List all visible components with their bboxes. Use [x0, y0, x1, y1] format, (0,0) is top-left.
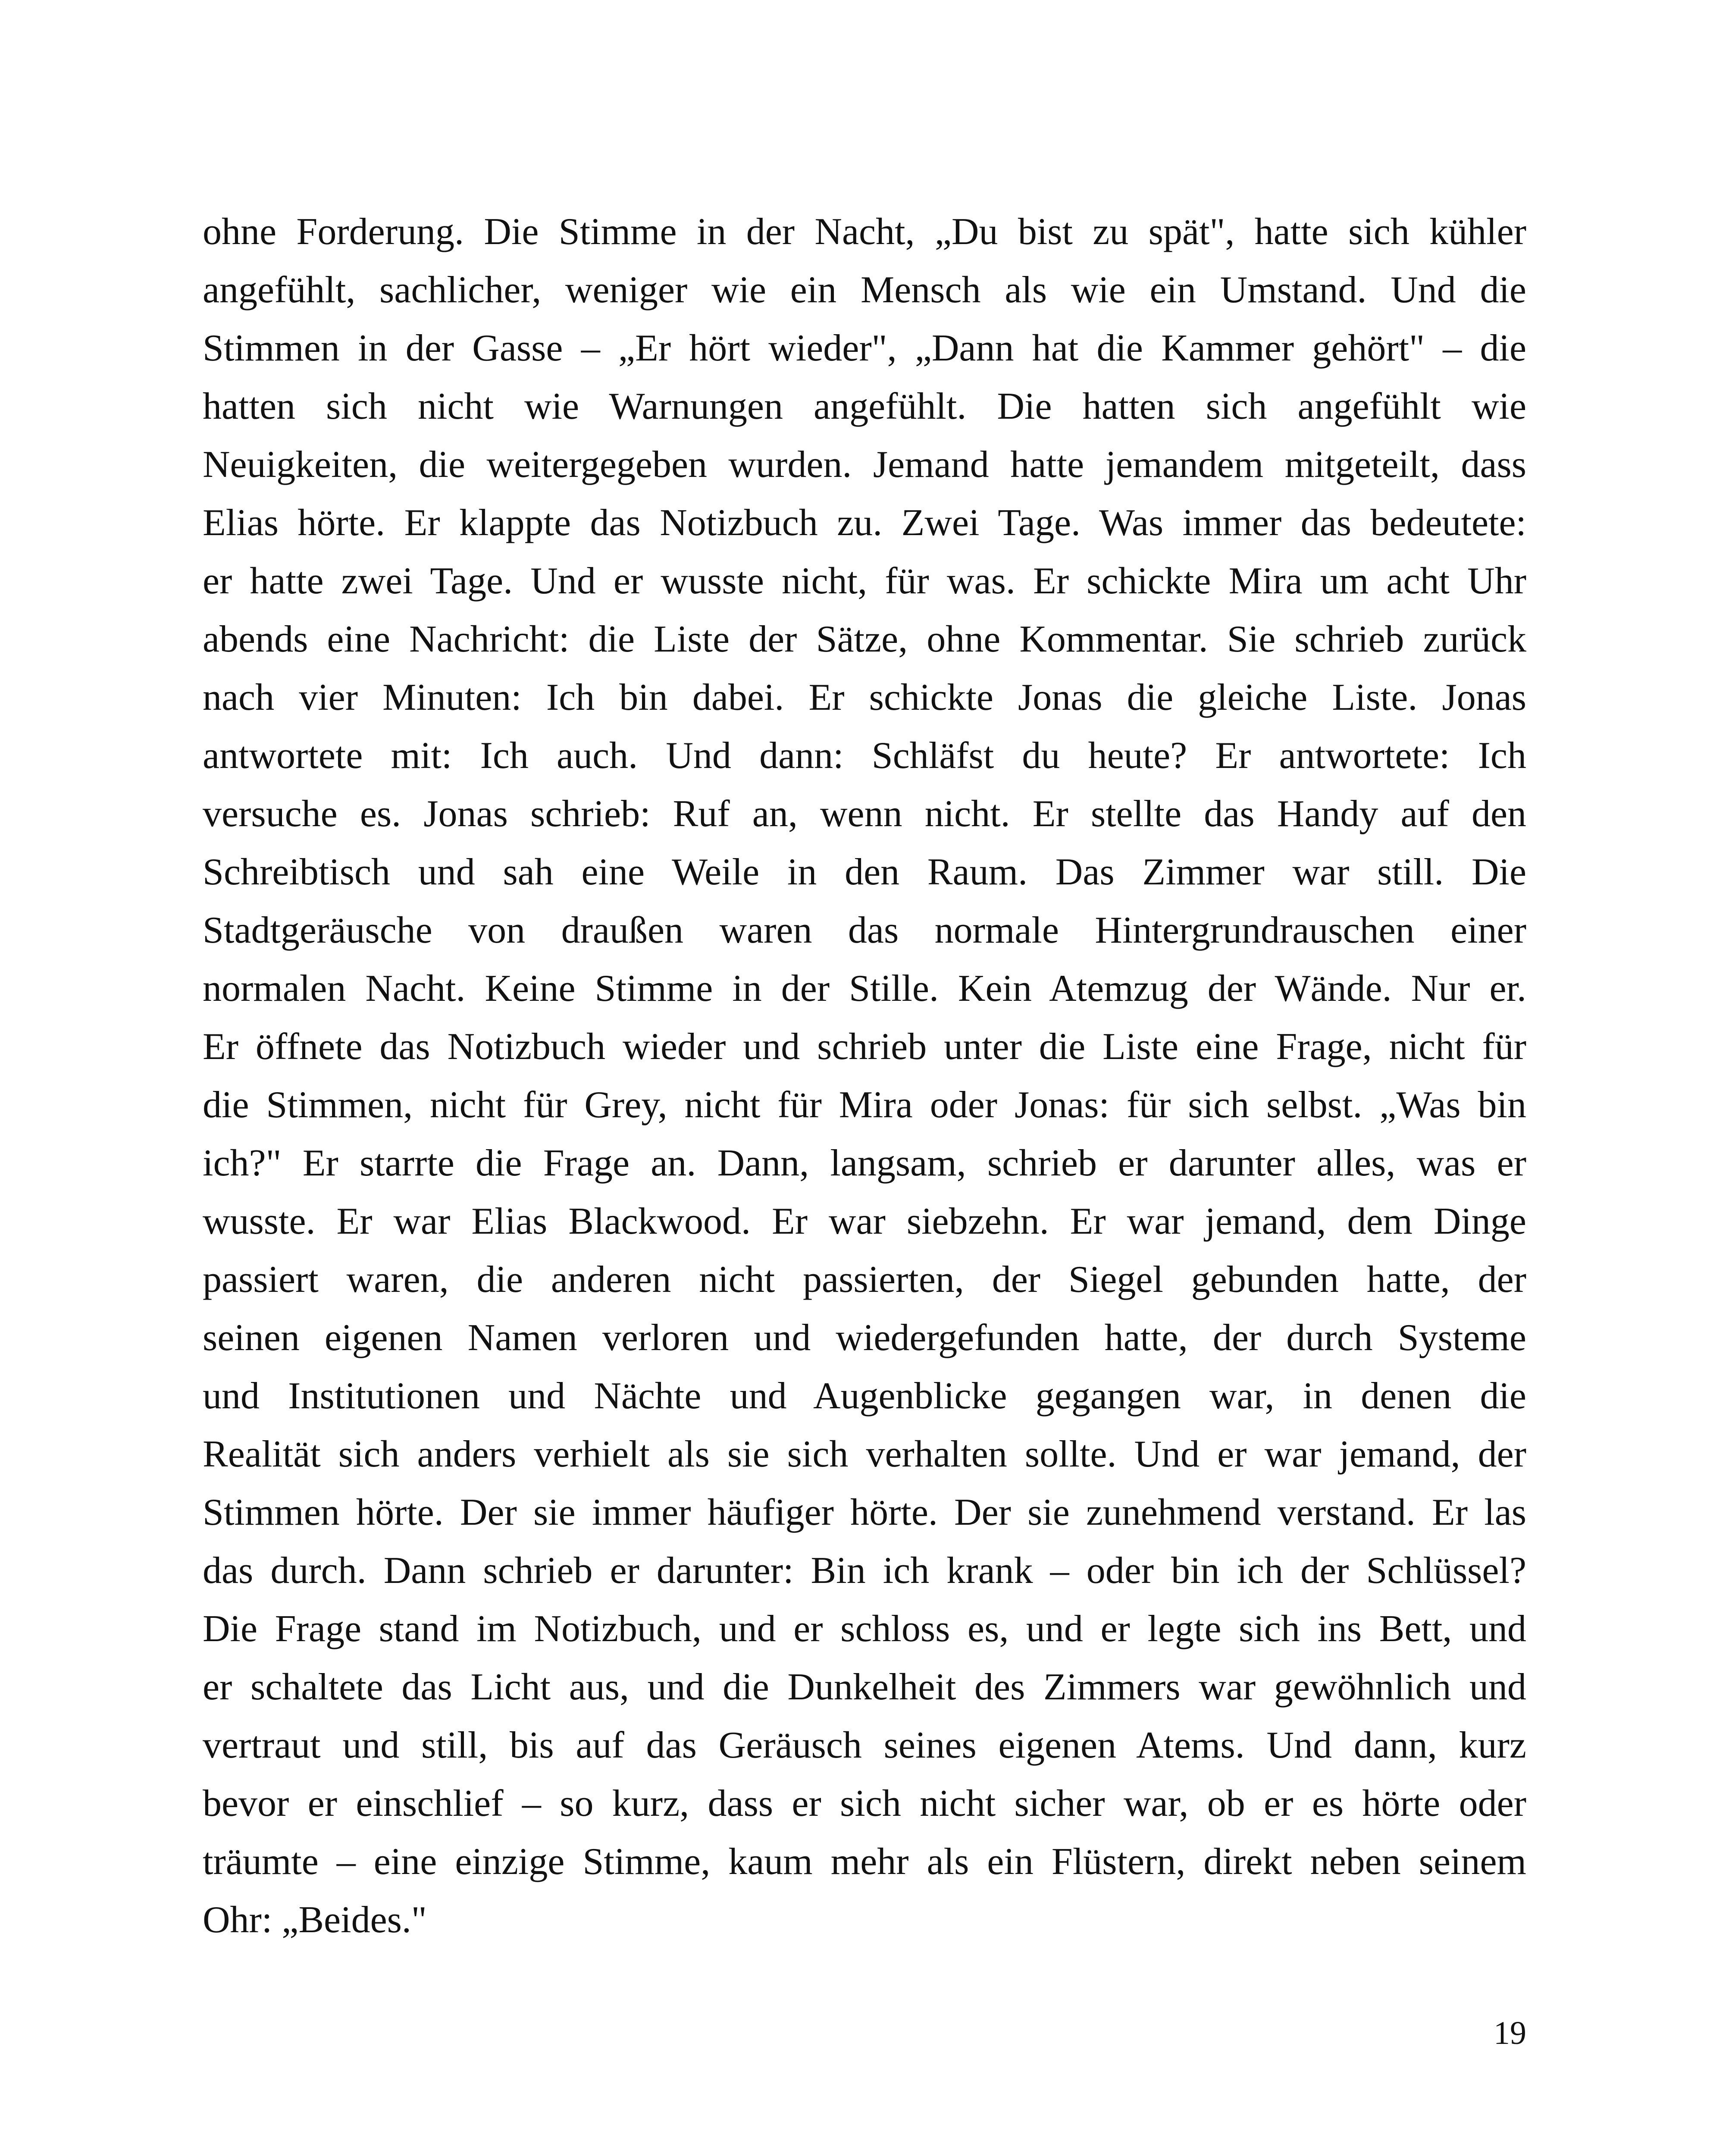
text-line: abends eine Nachricht: die Liste der Sätze, ohne Kommentar. Sie schrieb zurück: [203, 618, 1526, 660]
text-line-last: Ohr: „Beides.": [203, 1899, 427, 1941]
text-line: ich?" Er starrte die Frage an. Dann, langsam, schrieb er darunter alles, was er: [203, 1142, 1526, 1184]
text-line: Stadtgeräusche von draußen waren das normale Hintergrundrauschen einer: [203, 909, 1526, 951]
text-line: normalen Nacht. Keine Stimme in der Stille. Kein Atemzug der Wände. Nur er.: [203, 968, 1526, 1009]
text-line: Stimmen hörte. Der sie immer häufiger hörte. Der sie zunehmend verstand. Er las: [203, 1492, 1526, 1533]
text-line: Stimmen in der Gasse – „Er hört wieder", „Dann hat die Kammer gehört" – die: [203, 327, 1526, 369]
text-line: seinen eigenen Namen verloren und wiedergefunden hatte, der durch Systeme: [203, 1317, 1526, 1359]
text-line: er hatte zwei Tage. Und er wusste nicht, für was. Er schickte Mira um acht Uhr: [203, 560, 1526, 602]
text-line: Neuigkeiten, die weitergegeben wurden. Jemand hatte jemandem mitgeteilt, dass: [203, 444, 1526, 486]
text-line: und Institutionen und Nächte und Augenblicke gegangen war, in denen die: [203, 1375, 1526, 1417]
text-line: ohne Forderung. Die Stimme in der Nacht, „Du bist zu spät", hatte sich kühler: [203, 211, 1526, 253]
text-line: Die Frage stand im Notizbuch, und er schloss es, und er legte sich ins Bett, und: [203, 1608, 1526, 1650]
text-line: nach vier Minuten: Ich bin dabei. Er schickte Jonas die gleiche Liste. Jonas: [203, 677, 1526, 718]
text-line: er schaltete das Licht aus, und die Dunkelheit des Zimmers war gewöhnlich und: [203, 1666, 1526, 1708]
text-line: Realität sich anders verhielt als sie sich verhalten sollte. Und er war jemand, der: [203, 1433, 1526, 1475]
text-line: das durch. Dann schrieb er darunter: Bin ich krank – oder bin ich der Schlüssel?: [203, 1550, 1526, 1592]
text-line: hatten sich nicht wie Warnungen angefühlt. Die hatten sich angefühlt wie: [203, 385, 1526, 427]
text-line: angefühlt, sachlicher, weniger wie ein Mensch als wie ein Umstand. Und die: [203, 269, 1526, 311]
text-line: Schreibtisch und sah eine Weile in den Raum. Das Zimmer war still. Die: [203, 851, 1526, 893]
text-line: passiert waren, die anderen nicht passierten, der Siegel gebunden hatte, der: [203, 1259, 1526, 1300]
text-line: wusste. Er war Elias Blackwood. Er war siebzehn. Er war jemand, dem Dinge: [203, 1200, 1526, 1242]
text-line: träumte – eine einzige Stimme, kaum mehr als ein Flüstern, direkt neben seinem: [203, 1841, 1526, 1883]
text-line: antwortete mit: Ich auch. Und dann: Schläfst du heute? Er antwortete: Ich: [203, 735, 1526, 777]
body-text: [203, 203, 1526, 1949]
text-line: versuche es. Jonas schrieb: Ruf an, wenn nicht. Er stellte das Handy auf den: [203, 793, 1526, 835]
text-line: bevor er einschlief – so kurz, dass er sich nicht sicher war, ob er es hörte oder: [203, 1783, 1526, 1824]
page-number: 19: [1494, 2015, 1526, 2051]
text-line: Er öffnete das Notizbuch wieder und schrieb unter die Liste eine Frage, nicht für: [203, 1026, 1526, 1068]
text-line: Elias hörte. Er klappte das Notizbuch zu. Zwei Tage. Was immer das bedeutete:: [203, 502, 1526, 544]
text-line: die Stimmen, nicht für Grey, nicht für Mira oder Jonas: für sich selbst. „Was bin: [203, 1084, 1526, 1126]
text-line: vertraut und still, bis auf das Geräusch seines eigenen Atems. Und dann, kurz: [203, 1724, 1526, 1766]
